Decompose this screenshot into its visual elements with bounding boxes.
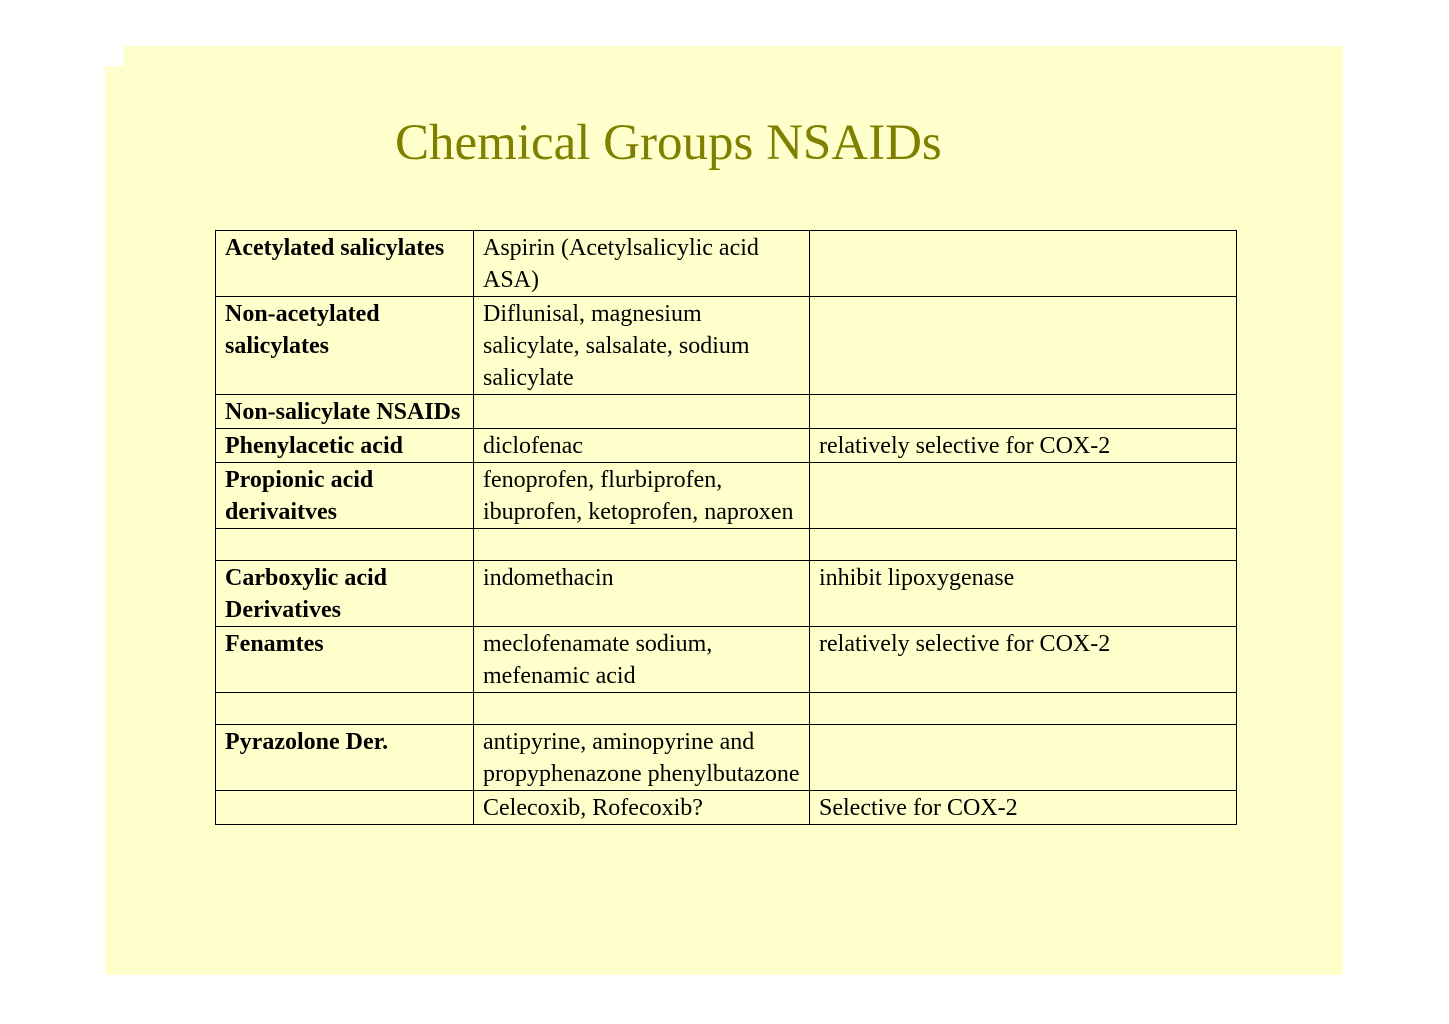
table-row-empty [216, 529, 1237, 561]
drugs-cell: indomethacin [474, 561, 810, 627]
drugs-cell [474, 395, 810, 429]
table-row [216, 395, 1237, 429]
note-cell [810, 725, 1237, 791]
table-row [216, 297, 1237, 395]
group-cell: Propionic acid derivaitves [216, 463, 474, 529]
group-cell: Non-salicylate NSAIDs [216, 395, 474, 429]
group-cell: Carboxylic acid Derivatives [216, 561, 474, 627]
group-cell: Acetylated salicylates [216, 231, 474, 297]
table-row [216, 725, 1237, 791]
note-cell: inhibit lipoxygenase [810, 561, 1237, 627]
table-row [216, 463, 1237, 529]
group-cell: Fenamtes [216, 627, 474, 693]
drugs-cell [474, 693, 810, 725]
table-row [216, 791, 1237, 825]
note-cell [810, 231, 1237, 297]
group-cell [216, 791, 474, 825]
group-cell [216, 693, 474, 725]
drugs-cell [474, 529, 810, 561]
group-cell: Pyrazolone Der. [216, 725, 474, 791]
note-cell [810, 463, 1237, 529]
table-row-empty [216, 693, 1237, 725]
table-row [216, 627, 1237, 693]
table-row [216, 429, 1237, 463]
note-cell [810, 529, 1237, 561]
drugs-cell: diclofenac [474, 429, 810, 463]
nsaid-groups-table [215, 230, 1237, 825]
group-cell: Phenylacetic acid [216, 429, 474, 463]
note-cell [810, 693, 1237, 725]
note-cell [810, 395, 1237, 429]
drugs-cell: Aspirin (Acetylsalicylic acid ASA) [474, 231, 810, 297]
drugs-cell: Diflunisal, magnesium salicylate, salsalate, sodium salicylate [474, 297, 810, 395]
drugs-cell: meclofenamate sodium, mefenamic acid [474, 627, 810, 693]
drugs-cell: antipyrine, aminopyrine and propyphenazone phenylbutazone [474, 725, 810, 791]
table-row [216, 561, 1237, 627]
table-row [216, 231, 1237, 297]
drugs-cell: Celecoxib, Rofecoxib? [474, 791, 810, 825]
group-cell [216, 529, 474, 561]
note-cell: relatively selective for COX-2 [810, 627, 1237, 693]
note-cell: Selective for COX-2 [810, 791, 1237, 825]
note-cell: relatively selective for COX-2 [810, 429, 1237, 463]
group-cell: Non-acetylated salicylates [216, 297, 474, 395]
drugs-cell: fenoprofen, flurbiprofen, ibuprofen, ketoprofen, naproxen [474, 463, 810, 529]
note-cell [810, 297, 1237, 395]
slide-title: Chemical Groups NSAIDs [395, 115, 942, 171]
